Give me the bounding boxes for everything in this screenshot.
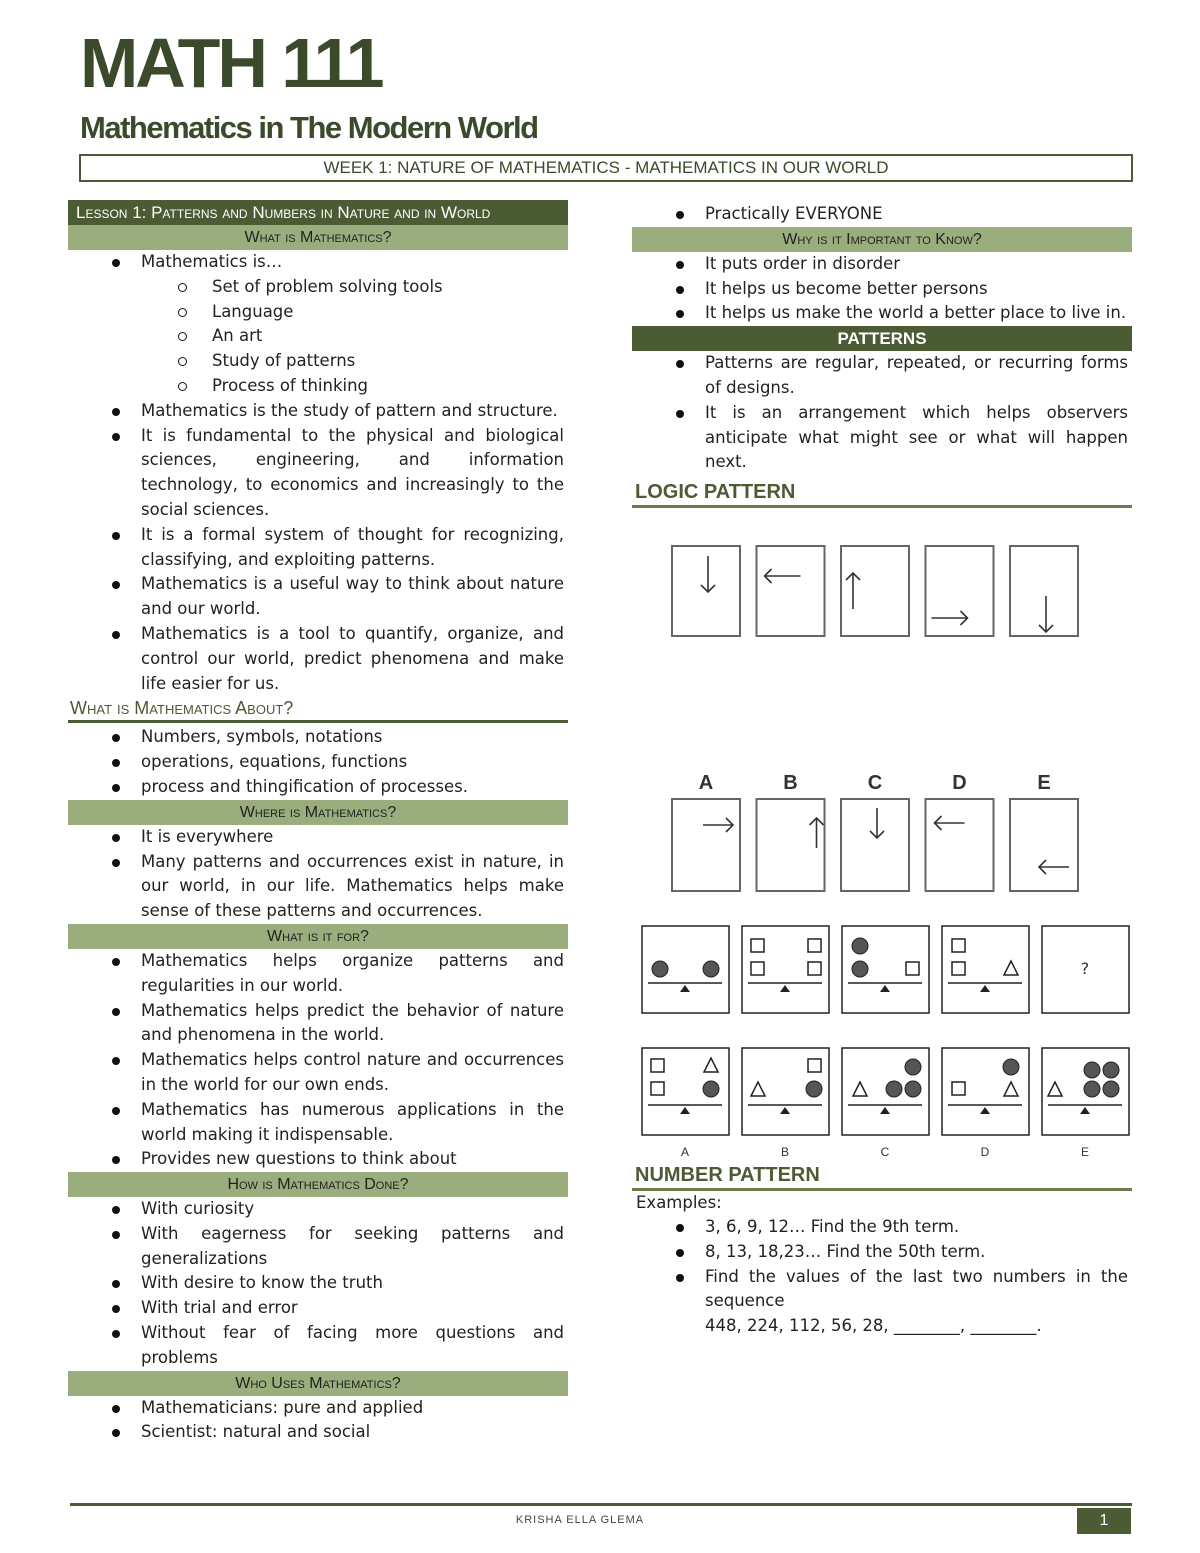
list-item: Numbers, symbols, notations — [68, 725, 568, 750]
puzzle-option-b — [742, 1048, 829, 1135]
week-banner: WEEK 1: NATURE OF MATHEMATICS - MATHEMATICS IN OUR WORLD — [79, 154, 1133, 182]
number-examples-list — [632, 1215, 1132, 1314]
sequence-panel — [841, 546, 909, 636]
where-heading: Where is Mathematics? — [68, 800, 568, 825]
list-item: It is fundamental to the physical and biological sciences, engineering, and information technology, to economics and increasingly to the social sciences. — [68, 424, 568, 523]
option-label: D — [952, 772, 967, 794]
how-list — [68, 1197, 568, 1371]
course-subtitle: Mathematics in The Modern World — [80, 110, 538, 145]
question-mark: ? — [1080, 959, 1090, 978]
sequence-panel — [926, 546, 994, 636]
sequence-text: 448, 224, 112, 56, 28, ________, ________. — [705, 1316, 1042, 1336]
option-panel — [841, 799, 909, 891]
course-title: MATH 111 — [80, 24, 382, 102]
left-column — [68, 200, 568, 1445]
list-item: It helps us become better persons — [632, 277, 1132, 302]
list-item: Language — [68, 300, 568, 325]
number-pattern-heading: NUMBER PATTERN — [632, 1162, 1132, 1191]
list-item: Mathematics is a useful way to think about nature and our world. — [68, 572, 568, 622]
arrow-options-figure — [668, 765, 1088, 895]
list-item: With trial and error — [68, 1296, 568, 1321]
what-is-heading: What is Mathematics? — [68, 225, 568, 250]
list-item: Patterns are regular, repeated, or recurring forms of designs. — [632, 351, 1132, 401]
list-item: Without fear of facing more questions and problems — [68, 1321, 568, 1371]
balance-option-label: D — [980, 1145, 990, 1159]
examples-label: Examples: — [636, 1193, 722, 1212]
what-is-list-2 — [68, 399, 568, 697]
option-label: A — [698, 772, 714, 794]
balance-option-label: C — [880, 1145, 890, 1159]
list-item: Process of thinking — [68, 374, 568, 399]
balance-option-label: A — [680, 1145, 690, 1159]
who-heading: Who Uses Mathematics? — [68, 1371, 568, 1396]
who-list — [68, 1396, 568, 1446]
number-pattern-section — [632, 1162, 1132, 1339]
list-item: Mathematics is… — [68, 250, 568, 275]
list-item: process and thingification of processes. — [68, 775, 568, 800]
how-heading: How is Mathematics Done? — [68, 1172, 568, 1197]
list-item: An art — [68, 324, 568, 349]
puzzle-panel-question — [1042, 926, 1129, 1013]
puzzle-panel-3 — [842, 926, 929, 1013]
logic-pattern-heading: LOGIC PATTERN — [632, 479, 1132, 508]
list-item: Find the values of the last two numbers in the sequence — [632, 1265, 1132, 1315]
option-label: C — [867, 772, 883, 794]
arrow-sequence-figure — [668, 540, 1088, 640]
list-item: It is everywhere — [68, 825, 568, 850]
list-item: It helps us make the world a better place to live in. — [632, 301, 1132, 326]
balance-option-label: E — [1080, 1145, 1090, 1159]
list-item: Mathematics is the study of pattern and structure. — [68, 399, 568, 424]
option-panel — [1010, 799, 1078, 891]
definition-sublist — [68, 275, 568, 399]
list-item: Many patterns and occurrences exist in nature, in our world, in our life. Mathematics helps make sense of these patterns and occurrences. — [68, 850, 568, 924]
lesson-heading: Lesson 1: Patterns and Numbers in Nature and in World — [68, 200, 568, 225]
why-heading: Why is it Important to Know? — [632, 227, 1132, 252]
right-column — [632, 202, 1132, 508]
what-is-list — [68, 250, 568, 275]
list-item: Mathematics is a tool to quantify, organize, and control our world, predict phenomena and make life easier for us. — [68, 622, 568, 696]
option-panel — [672, 799, 740, 891]
list-item: operations, equations, functions — [68, 750, 568, 775]
puzzle-option-c — [842, 1048, 929, 1135]
list-item: Provides new questions to think about — [68, 1147, 568, 1172]
puzzle-option-d — [942, 1048, 1029, 1135]
balance-option-label: B — [780, 1145, 790, 1159]
where-list — [68, 825, 568, 924]
for-heading: What is it for? — [68, 924, 568, 949]
sequence-panel — [757, 546, 825, 636]
option-label: E — [1037, 772, 1051, 794]
list-item: Set of problem solving tools — [68, 275, 568, 300]
list-item: 8, 13, 18,23… Find the 50th term. — [632, 1240, 1132, 1265]
list-item: With curiosity — [68, 1197, 568, 1222]
list-item: It is a formal system of thought for recognizing, classifying, and exploiting patterns. — [68, 523, 568, 573]
patterns-list — [632, 351, 1132, 475]
list-item: Mathematics helps predict the behavior of nature and phenomena in the world. — [68, 999, 568, 1049]
puzzle-panel-4 — [942, 926, 1029, 1013]
page-number: 1 — [1077, 1508, 1131, 1534]
why-list — [632, 252, 1132, 326]
footer-rule — [70, 1503, 1132, 1506]
list-item: 3, 6, 9, 12… Find the 9th term. — [632, 1215, 1132, 1240]
list-item: It puts order in disorder — [632, 252, 1132, 277]
patterns-heading: PATTERNS — [632, 326, 1132, 351]
option-label: B — [783, 772, 798, 794]
about-heading: What is Mathematics About? — [68, 696, 568, 723]
puzzle-option-e — [1042, 1048, 1129, 1135]
list-item: Mathematicians: pure and applied — [68, 1396, 568, 1421]
list-item: Mathematics helps organize patterns and regularities in our world. — [68, 949, 568, 999]
who-list-cont — [632, 202, 1132, 227]
list-item: Scientist: natural and social — [68, 1420, 568, 1445]
list-item: Mathematics helps control nature and occurrences in the world for our own ends. — [68, 1048, 568, 1098]
puzzle-option-a — [642, 1048, 729, 1135]
about-list — [68, 725, 568, 799]
for-list — [68, 949, 568, 1172]
list-item: With eagerness for seeking patterns and generalizations — [68, 1222, 568, 1272]
list-item: With desire to know the truth — [68, 1271, 568, 1296]
footer-author: KRISHA ELLA GLEMA — [515, 1514, 645, 1526]
list-item: Study of patterns — [68, 349, 568, 374]
list-item: Practically EVERYONE — [632, 202, 1132, 227]
option-panel — [926, 799, 994, 891]
list-item: It is an arrangement which helps observers anticipate what might see or what will happen next. — [632, 401, 1132, 475]
sequence-panel — [1010, 546, 1078, 636]
puzzle-panel-1 — [642, 926, 729, 1013]
balance-puzzle-figure — [640, 922, 1132, 1162]
option-panel — [757, 799, 825, 891]
list-item: Mathematics has numerous applications in the world making it indispensable. — [68, 1098, 568, 1148]
puzzle-panel-2 — [742, 926, 829, 1013]
